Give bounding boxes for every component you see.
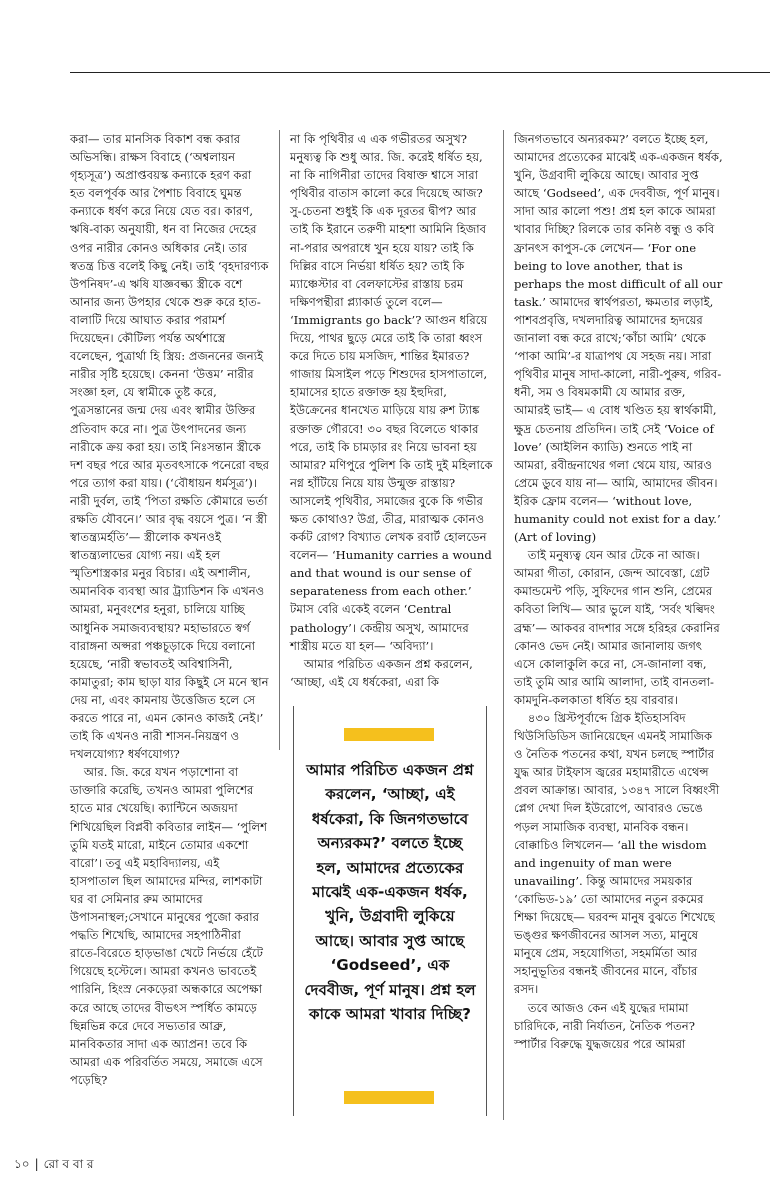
column-3-paragraph-4: তবে আজও কেন এই যুদ্ধের দামামা চারিদিকে, নারী নির্যাতন, নৈতিক পতন? স্পার্টার বিরুদ্ধে যুদ্ধজয়ের পরে আমরা [514, 1000, 695, 1051]
magazine-name: রো ব বা র [43, 1157, 94, 1171]
column-3-paragraph-2: তাই মনুষ্যত্ব যেন আর টেকে না আজ। আমরা গীতা, কোরান, জেন্দ আবেস্তা, গ্রেট কমান্ডমেন্ট পড়ি, সুফিদের গান শুনি, প্রেমের কবিতা লিখি— আর ভুলে যাই, ‘সর্বং খল্বিদং ব্রহ্ম’— আকবর বাদশার সঙ্গে হরিহর কেরানির কোনও ভেদ নেই। আমার জানালায় জগৎ এসে কোলাকুলি করে না, সে-জানালা বন্ধ, তাই তুমি আর আমি আলাদা, তাই বানতলা-কামদুনি-কলকাতা ধর্ষিত হয় বারবার। [514, 548, 720, 707]
column-3-paragraph-1: জিনগতভাবে অন্যরকম?’ বলতে ইচ্ছে হল, আমাদের প্রত্যেকের মাঝেই এক-একজন ধর্ষক, খুনি, উগ্রবাদী লুকিয়ে আছে। আবার সুপ্ত আছে ‘Godseed’, এক দেববীজ, পূর্ণ মানুষ। সাদা আর কালো পশু! প্রশ্ন হল কাকে আমরা খাবার দিচ্ছি? রিলকে তার কনিষ্ঠ বন্ধু ও কবি ফ্রানৎস কাপুস-কে লেখেন— ‘For one being to love another, that is perhaps the most difficult of all our task.’ আমাদের স্বার্থপরতা, ক্ষমতার লড়াই, পাশবপ্রবৃত্তি, দখলদারিত্ব আমাদের হৃদয়ের জানালা বন্ধ করে রাখে;‘কাঁচা আমি’ থেকে ‘পাকা আমি’-র যাত্রাপথ যে সহজ নয়। সারা পৃথিবীর মানুষ সাদা-কালো, নারী-পুরুষ, গরিব-ধনী, সম ও বিষমকামী যে আমার রক্ত, আমারই ভাই— এ বোধ খণ্ডিত হয় স্বার্থকামী, ক্ষুদ্র চেতনায় প্রতিদিন। তাই সেই ‘Voice of love’ (আইলিন ক্যাডি) শুনতে পাই না আমরা, রবীন্দ্রনাথের গলা থেমে যায়, আরও প্রেমে ডুবে যায় না— আমি, আমাদের জীবন। ইরিক ফ্রোম বলেন— ‘without love, humanity could not exist for a day.’ (Art of loving) [514, 132, 723, 545]
column-2-paragraph-1: না কি পৃথিবীর এ এক গভীরতর অসুখ? মনুষ্যত্ব কি শুধু আর. জি. করেই ধর্ষিত হয়, না কি নাগিনীরা তাদের বিষাক্ত শ্বাসে সারা পৃথিবীর বাতাস কালো করে দিয়েছে আজ? সু-চেতনা শুধুই কি এক দূরতর দ্বীপ? আর তাই কি ইরানে তরুণী মাহশা আমিনি হিজাব না-পরার অপরাধে খুন হয়ে যায়? তাই কি দিল্লির বাসে নির্ভয়া ধর্ষিত হয়? তাই কি ম্যাঞ্চেস্টার বা বেলফাস্টের রাস্তায় চরম দক্ষিণপন্থীরা প্ল্যাকার্ড তুলে বলে— ‘Immigrants go back’? আগুন ধরিয়ে দিয়ে, পাথর ছুড়ে মেরে তাই কি তারা ধ্বংস করে দিতে চায় মসজিদ, শান্তির ইমারত? গাজায় মিসাইল পড়ে শিশুদের হাসপাতালে, হামাসের হাতে রক্তাক্ত হয় ইহুদিরা, ইউক্রেনের ধানখেত মাড়িয়ে যায় রুশ ট্যাঙ্ক রক্তাক্ত গৌরবে! ৩০ বছর বিলেতে থাকার পরে, তাই কি চামড়ার রং নিয়ে ভাবনা হয় আমার? মণিপুরে পুলিশ কি তাই দুই মহিলাকে নগ্ন হাঁটিয়ে নিয়ে যায় উন্মুক্ত রাস্তায়? আসলেই পৃথিবীর, সমাজের বুকে কি গভীর ক্ষত কোথাও? উগ্র, তীব্র, মারাত্মক কোনও কর্কট রোগ? বিখ্যাত লেখক রবার্ট হোলডেন বলেন— ‘Humanity carries a wound and that wound is our sense of separateness from each other.’ টমাস বেরি একেই বলেন ‘Central pathology’। কেন্দ্রীয় অসুখ, আমাদের শাস্ত্রীয় মতে যা হল— ‘অবিদ্যা’। [290, 132, 493, 653]
article-column-2 [290, 130, 493, 691]
top-rule [70, 72, 770, 73]
column-divider-2 [503, 130, 504, 1120]
page-number: ১০ [14, 1157, 30, 1171]
pull-quote-bottom-bar [344, 1091, 434, 1104]
pull-quote-top-bar [344, 728, 434, 741]
article-column-1 [70, 130, 269, 1089]
page-footer [14, 1156, 93, 1176]
pull-quote-text: আমার পরিচিত একজন প্রশ্ন করলেন, ‘আচ্ছা, এই ধর্ষকেরা, কি জিনগতভাবে অন্যরকম?’ বলতে ইচ্ছে হল, আমাদের প্রত্যেকের মাঝেই এক-একজন ধর্ষক, খুনি, উগ্রবাদী লুকিয়ে আছে। আবার সুপ্ত আছে ‘Godseed’, এক দেববীজ, পূর্ণ মানুষ। প্রশ্ন হল কাকে আমরা খাবার দিচ্ছি? [304, 761, 476, 1024]
column-1-paragraph-1: করা— তার মানসিক বিকাশ বন্ধ করার অভিসন্ধি। রাক্ষস বিবাহে (‘অশ্বলায়ন গৃহ্যসূত্র’) অপ্রাপ্তবয়স্ক কন্যাকে হরণ করা হত বলপূর্বক আর পৈশাচ বিবাহে ঘুমন্ত কন্যাকে ধর্ষণ করে নিয়ে যেত বর। কারণ, ঋষি-বাক্য অনুযায়ী, ধন বা নিজের দেহের ওপর নারীর কোনও অধিকার নেই। তার স্বতন্ত্র চিত্ত বলেই কিছু নেই। তাই ‘বৃহদারণ্যক উপনিষদ’-এ ঋষি যাজ্ঞবল্ক্য স্ত্রীকে বশে আনার জন্য উপহার থেকে শুরু করে হাত-বালাটি দিয়ে আঘাত করার পরামর্শ দিয়েছেন। কৌটিল্য পর্যন্ত অর্থশাস্ত্রে বলেছেন, পুত্রার্থা হি স্ত্রিয়: প্রজননের জন্যই নারীর সৃষ্টি হয়েছে। কেননা ‘উত্তম’ নারীর সংজ্ঞা হল, যে স্বামীকে তুষ্ট করে, পুত্রসন্তানের জন্ম দেয় এবং স্বামীর উক্তির প্রতিবাদ করে না। পুত্র উৎপাদনের জন্য নারীকে ক্রয় করা হয়। তাই নিঃসন্তান স্ত্রীকে দশ বছর পরে আর মৃতবৎসাকে পনেরো বছর পরে ত্যাগ করা যায়। (‘বৌধায়ন ধর্মসূত্র’)। নারী দুর্বল, তাই ‘পিতা রক্ষতি কৌমারে ভর্তা রক্ষতি যৌবনে।’ আর বৃদ্ধ বয়সে পুত্র। ‘ন স্ত্রী স্বাতন্ত্র্যমর্হতি’— স্ত্রীলোক কখনওই স্বাতন্ত্র্যলাভের যোগ্য নয়। এই হল স্মৃতিশাস্ত্রকার মনুর বিচার। এই অশালীন, অমানবিক ব্যবস্থা আর ট্র্যাডিশন কি এখনও আমরা, মনুবংশের হনুরা, চালিয়ে যাচ্ছি আধুনিক সমাজব্যবস্থায়? মহাভারতে স্বর্গ বারাঙ্গনা অপ্সরা পঞ্চচূড়াকে দিয়ে বলানো হয়েছে, ‘নারী স্বভাবতই অবিশ্বাসিনী, কামাতুরা; কাম ছাড়া যার কিছুই সে মনে স্থান দেয় না, এবং কামনায় উত্তেজিত হলে সে করতে পারে না, এমন কোনও কাজই নেই।’ তাই কি এখনও নারী শাসন-নিয়ন্ত্রণ ও দখলযোগ্য? ধর্ষণযোগ্য? [70, 132, 270, 762]
column-divider-1 [279, 130, 280, 750]
column-1-paragraph-2: আর. জি. করে যখন পড়াশোনা বা ডাক্তারি করেছি, তখনও আমরা পুলিশের হাতে মার খেয়েছি। ক্যান্টিনে অজয়দা শিখিয়েছিল বিপ্লবী কবিতার লাইন— ‘পুলিশ তুমি যতই মারো, মাইনে তোমার একশো বারো’। তবু এই মহাবিদ্যালয়, এই হাসপাতাল ছিল আমাদের মন্দির, লাশকাটা ঘর বা সেমিনার রুম আমাদের উপাসনাস্থল;সেখানে মানুষের পুজো করার পদ্ধতি শিখেছি, আমাদের সহপাঠিনীরা রাতে-বিরেতে হাড়ভাঙা খেটে নির্ভয়ে হেঁটে গিয়েছে হস্টেলে। আমরা কখনও ভাবতেই পারিনি, হিংস্র নেকড়েরা অন্ধকারে অপেক্ষা করে আছে তাদের বীভৎস স্পর্ধিত কামড়ে ছিন্নভিন্ন করে দেবে সভ্যতার আব্রু, মানবিকতার সাদা এক অ্যাপ্রন! তবে কি আমরা এক পরিবর্তিত সময়ে, সমাজে এসে পড়েছি? [70, 765, 268, 1087]
pull-quote [293, 706, 487, 1116]
column-3-paragraph-3: ৪৩০ খ্রিস্টপূর্বাব্দে গ্রিক ইতিহাসবিদ থিউসিডিডিস জানিয়েছেন এমনই সামাজিক ও নৈতিক পতনের কথা, যখন চলছে স্পার্টার যুদ্ধ আর টাইফাস জ্বরের মহামারীতে এথেন্স প্রবল আক্রান্ত। আবার, ১৩৪৭ সালে বিধ্বংসী প্লেগ দেখা দিল ইউরোপে, আবারও ভেঙে পড়ল সামাজিক ব্যবস্থা, মানবিক বন্ধন। বোক্কাচিও লিখলেন— ‘all the wisdom and ingenuity of man were unavailing’. কিন্তু আমাদের সময়কার ‘কোভিড-১৯’ তো আমাদের নতুন রকমের শিক্ষা দিয়েছে— ঘরবন্দ মানুষ বুঝতে শিখেছে ভঙ্গুর ক্ষণজীবনের আসল সত্য, মানুষে মানুষে প্রেম, সহযোগিতা, সহমর্মিতা আর সহানুভূতির বন্ধনই জীবনের মানে, বাঁচার রসদ। [514, 711, 720, 997]
article-column-3 [514, 130, 724, 1053]
footer-separator: | [34, 1157, 39, 1171]
column-2-paragraph-2: আমার পরিচিত একজন প্রশ্ন করলেন, ‘আচ্ছা, এই যে ধর্ষকেরা, এরা কি [290, 656, 473, 689]
